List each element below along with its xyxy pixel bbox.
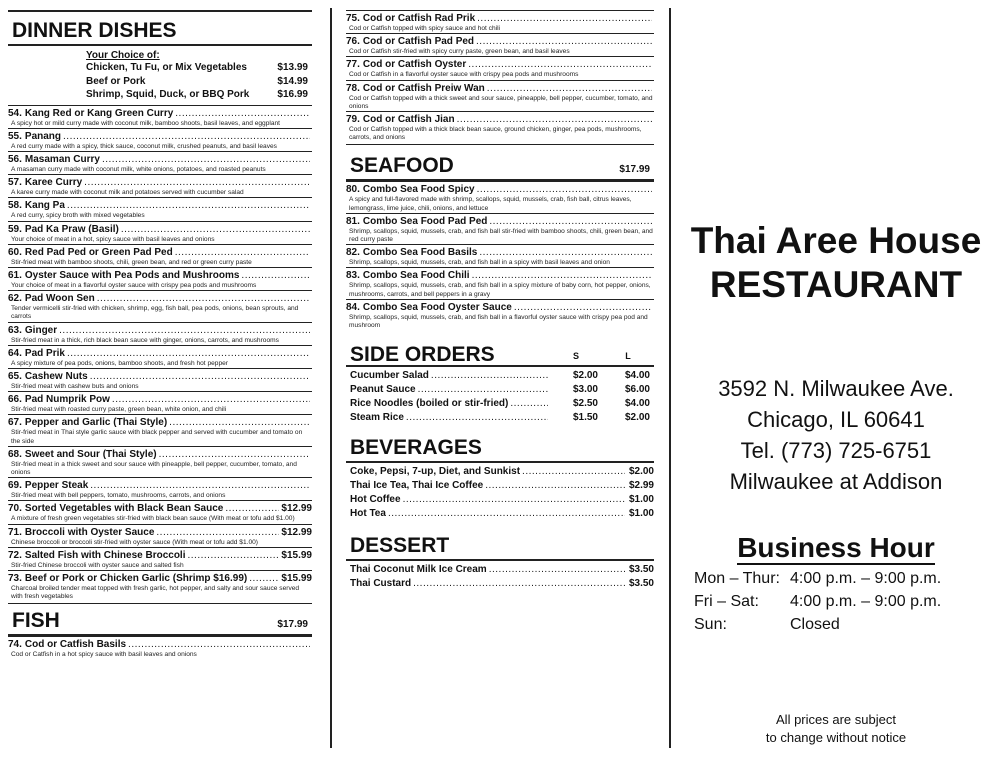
restaurant-name-line2: RESTAURANT	[709, 264, 963, 305]
menu-item-line	[346, 114, 654, 126]
menu-item-line	[8, 270, 312, 282]
menu-item-line	[346, 270, 654, 282]
item-name: Panang	[24, 130, 62, 142]
menu-item	[8, 477, 312, 500]
dot-leader	[489, 563, 625, 577]
menu-item-line	[8, 417, 312, 429]
menu-item	[8, 500, 312, 523]
item-description: Shrimp, scallops, squid, mussels, crab, and fish ball stir-fried with bamboo shoots, chili, green bean, and red curry paste	[349, 227, 653, 244]
hours-row	[694, 567, 941, 590]
item-price: $3.50	[628, 564, 654, 576]
menu-item-line	[8, 247, 312, 259]
dot-leader	[169, 417, 310, 429]
section-name: FISH	[12, 609, 60, 633]
item-description: Stir-fried meat with roasted curry paste, green bean, white onion, and chili	[11, 406, 227, 414]
menu-column-2	[346, 0, 654, 591]
item-price: $12.99	[281, 503, 312, 515]
dessert-list	[346, 561, 654, 591]
item-price: $2.00	[628, 466, 654, 478]
menu-item	[8, 391, 312, 414]
section-name: SEAFOOD	[350, 154, 454, 178]
item-name: Cashew Nuts	[24, 370, 88, 382]
item-name: Pad Ka Praw (Basil)	[24, 223, 119, 235]
menu-item	[8, 570, 312, 601]
dot-leader	[225, 503, 279, 515]
menu-column-1	[8, 0, 312, 660]
item-number: 66.	[8, 394, 22, 406]
item-number: 58.	[8, 200, 22, 212]
address-block	[672, 373, 1000, 497]
price-row	[350, 563, 654, 577]
dot-leader	[457, 114, 652, 126]
menu-item-line	[8, 394, 312, 406]
menu-item-line	[346, 59, 654, 71]
choice-row	[86, 61, 308, 75]
dot-leader	[431, 369, 548, 383]
item-number: 54.	[8, 107, 22, 119]
side-order-large-price: $4.00	[624, 370, 650, 382]
item-name: Thai Ice Tea, Thai Ice Coffee	[350, 480, 484, 492]
item-number: 68.	[8, 448, 22, 460]
item-name: Pad Prik	[24, 347, 65, 359]
item-number: 62.	[8, 293, 22, 305]
hours-time: 4:00 p.m. – 9:00 p.m.	[790, 570, 942, 587]
item-description: Cod or Catfish topped with a thick black bean sauce, ground chicken, ginger, pea pods, mushrooms, carrots, and onions	[349, 126, 642, 142]
city-state-zip: Chicago, IL 60641	[747, 407, 925, 432]
menu-item-line	[346, 13, 654, 25]
item-number: 79.	[346, 114, 360, 126]
choice-heading: Your Choice of:	[86, 50, 160, 61]
business-hours-title	[672, 532, 1000, 564]
hours-table	[694, 567, 941, 636]
item-number: 81.	[346, 215, 360, 227]
item-name: Pepper and Garlic (Thai Style)	[24, 417, 168, 429]
menu-item	[8, 197, 312, 220]
item-price: $2.99	[628, 480, 654, 492]
menu-item	[8, 267, 312, 290]
item-description: A masaman curry made with coconut milk, white onions, potatoes, and roasted peanuts	[11, 165, 266, 173]
dot-leader	[479, 247, 652, 259]
dot-leader	[175, 247, 310, 259]
menu-item-line	[8, 527, 312, 539]
section-title-beverages	[346, 437, 654, 463]
dot-leader	[476, 36, 652, 48]
dot-leader	[485, 479, 625, 493]
item-description: A red curry made with a spicy, thick sauce, coconut milk, crushed peanuts, and basil leaves	[11, 142, 277, 150]
menu-item	[346, 213, 654, 244]
menu-item	[346, 244, 654, 267]
price-notice-line1: All prices are subject	[776, 712, 896, 727]
dot-leader	[477, 13, 652, 25]
item-price: $1.00	[628, 508, 654, 520]
item-name: Combo Sea Food Chili	[362, 270, 470, 282]
item-name: Combo Sea Food Spicy	[362, 184, 475, 196]
menu-item-line	[346, 184, 654, 196]
choice-label: Beef or Pork	[86, 75, 146, 87]
item-number: 83.	[346, 270, 360, 282]
menu-item	[8, 524, 312, 547]
menu-item-line	[8, 154, 312, 166]
item-number: 76.	[346, 36, 360, 48]
side-order-small-price: $2.00	[572, 370, 598, 382]
menu-item	[8, 174, 312, 197]
item-name: Combo Sea Food Basils	[362, 247, 478, 259]
menu-item-line	[8, 177, 312, 189]
item-name: Sweet and Sour (Thai Style)	[24, 448, 157, 460]
item-name: Cod or Catfish Basils	[24, 639, 127, 651]
hours-time: 4:00 p.m. – 9:00 p.m.	[790, 593, 942, 610]
item-number: 75.	[346, 13, 360, 24]
menu-item-line	[8, 224, 312, 236]
item-description: A karee curry made with coconut milk and potatoes served with cucumber salad	[11, 189, 244, 197]
menu-item	[346, 181, 654, 212]
item-description: A spicy mixture of pea pods, onions, bamboo shoots, and fresh hot pepper	[11, 359, 228, 367]
choice-price: $16.99	[277, 89, 308, 100]
column-divider	[330, 8, 332, 748]
phone-number: Tel. (773) 725-6751	[740, 438, 932, 463]
price-row	[350, 479, 654, 493]
menu-item	[346, 56, 654, 79]
restaurant-name-line1: Thai Aree House	[690, 220, 982, 261]
dot-leader	[489, 216, 652, 228]
price-notice-line2: to change without notice	[765, 730, 907, 745]
menu-item	[8, 446, 312, 477]
item-description: Shrimp, scallops, squid, mussels, crab, and fish ball in a spicy mixture of baby corn, hot pepper, onions, mushrooms, carrots, and bell peppers in a gravy	[349, 282, 651, 298]
item-name: Hot Tea	[350, 508, 386, 520]
section-name: DINNER DISHES	[12, 19, 177, 42]
street-address: 3592 N. Milwaukee Ave.	[718, 376, 954, 401]
section-name: DESSERT	[350, 534, 450, 558]
item-name: Kang Pa	[24, 200, 65, 212]
menu-item	[8, 636, 312, 659]
dot-leader	[175, 108, 310, 120]
side-order-row	[350, 411, 654, 425]
hours-days: Fri – Sat:	[694, 593, 759, 610]
dot-leader	[522, 465, 625, 479]
item-number: 60.	[8, 246, 22, 258]
info-column	[672, 0, 1000, 769]
item-name: Salted Fish with Chinese Broccoli	[24, 549, 186, 561]
item-description: A spicy hot or mild curry made with coconut milk, bamboo shoots, basil leaves, and eggplant	[11, 119, 281, 127]
choice-price: $13.99	[277, 62, 308, 73]
item-name: Beef or Pork or Chicken Garlic (Shrimp $16.99)	[24, 572, 248, 584]
dot-leader	[487, 83, 652, 95]
side-order-list	[346, 367, 654, 425]
item-number: 65.	[8, 370, 22, 382]
dot-leader	[188, 550, 280, 562]
item-name: Oyster Sauce with Pea Pods and Mushrooms	[24, 269, 240, 281]
menu-item-line	[346, 36, 654, 48]
menu-item-line	[8, 348, 312, 360]
menu-item	[346, 80, 654, 111]
side-order-row	[350, 369, 654, 383]
menu-item-line	[8, 503, 312, 515]
side-order-large-price: $2.00	[624, 412, 650, 424]
item-name: Pad Woon Sen	[24, 293, 95, 305]
item-number: 55.	[8, 130, 22, 142]
choice-row	[86, 88, 308, 102]
side-order-row	[350, 383, 654, 397]
side-order-small-price: $1.50	[572, 412, 598, 424]
dot-leader	[406, 411, 548, 425]
item-description: A spicy and full-flavored made with shrimp, scallops, squid, mussels, crab, fish ball, citrus leaves, lemongrass, lime juice, chili, onions, and lettuce	[349, 196, 632, 212]
dot-leader	[514, 302, 652, 314]
item-description: Stir-fried meat in Thai style garlic sauce with black pepper and served with cucumber and tomato on the side	[11, 429, 303, 445]
hours-row	[694, 590, 941, 613]
menu-item-line	[8, 639, 312, 651]
dot-leader	[388, 507, 625, 521]
side-order-name: Rice Noodles (boiled or stir-fried)	[350, 398, 509, 410]
section-name: SIDE ORDERS	[350, 343, 495, 367]
item-name: Coke, Pepsi, 7-up, Diet, and Sunkist	[350, 466, 521, 478]
side-order-name: Cucumber Salad	[350, 370, 429, 382]
item-number: 80.	[346, 184, 360, 196]
side-order-small-price: $3.00	[572, 384, 598, 396]
item-price: $1.00	[628, 494, 654, 506]
item-price: $15.99	[281, 572, 312, 584]
section-title-dessert	[346, 535, 654, 561]
item-name: Combo Sea Food Oyster Sauce	[362, 301, 512, 313]
section-name: BEVERAGES	[350, 436, 482, 460]
fish-item-list	[8, 636, 312, 659]
dot-leader	[112, 394, 310, 406]
dot-leader	[241, 270, 310, 282]
menu-item	[8, 368, 312, 391]
item-description: Stir-fried meat in a thick sweet and sour sauce with pineapple, bell pepper, cucumber, tomato, and onions	[11, 460, 297, 476]
item-number: 57.	[8, 177, 22, 189]
item-number: 84.	[346, 301, 360, 313]
dot-leader	[128, 639, 310, 651]
menu-item-line	[8, 480, 312, 492]
item-number: 77.	[346, 59, 360, 71]
item-name: Pepper Steak	[24, 480, 89, 492]
seafood-item-list	[346, 181, 654, 330]
item-name: Pad Numprik Pow	[24, 394, 110, 406]
dot-leader	[63, 131, 310, 143]
menu-item	[346, 299, 654, 330]
menu-item-line	[8, 449, 312, 461]
menu-item	[8, 290, 312, 321]
menu-item-line	[8, 550, 312, 562]
dot-leader	[67, 200, 310, 212]
item-description: Chinese broccoli or broccoli stir-fried with oyster sauce (With meat or tofu add $1.00)	[11, 538, 259, 546]
menu-item	[8, 105, 312, 128]
item-description: Stir-fried meat in a thick, rich black bean sauce with ginger, onions, carrots, and mushrooms	[11, 336, 279, 344]
dot-leader	[59, 325, 310, 337]
dot-leader	[403, 493, 625, 507]
section-title-fish	[8, 603, 312, 636]
price-row	[350, 493, 654, 507]
choice-price: $14.99	[277, 75, 308, 87]
item-description: Tender vermicelli stir-fried with chicken, shrimp, egg, fish ball, pea pods, onions, bean sprouts, and carrots	[11, 305, 299, 321]
size-small-label: S	[572, 351, 579, 362]
section-title-side-orders	[346, 344, 654, 367]
section-price: $17.99	[619, 164, 650, 176]
menu-item-line	[8, 325, 312, 337]
menu-item	[346, 10, 654, 33]
dot-leader	[97, 293, 310, 305]
item-number: 72.	[8, 549, 22, 561]
dot-leader	[413, 577, 625, 591]
dinner-item-list	[8, 105, 312, 602]
hours-time: Closed	[790, 616, 840, 633]
item-description: Stir-fried meat with bell peppers, tomato, mushrooms, carrots, and onions	[11, 492, 226, 500]
item-name: Cod or Catfish Pad Ped	[362, 36, 475, 48]
item-description: Cod or Catfish in a hot spicy sauce with basil leaves and onions	[11, 651, 197, 659]
item-number: 59.	[8, 223, 22, 235]
item-name: Masaman Curry	[24, 153, 100, 165]
menu-item	[8, 547, 312, 570]
item-description: Stir-fried meat with bamboo shoots, chili, green bean, and red or green curry paste	[11, 258, 252, 266]
item-name: Hot Coffee	[350, 494, 401, 506]
menu-item-line	[8, 371, 312, 383]
section-price: $17.99	[277, 619, 308, 631]
side-order-name: Peanut Sauce	[350, 384, 416, 396]
hours-days: Mon – Thur:	[694, 570, 780, 587]
menu-item	[8, 151, 312, 174]
business-hours-title-text: Business Hour	[737, 532, 935, 563]
item-number: 67.	[8, 417, 22, 429]
section-title-dinner	[8, 10, 312, 46]
choice-label: Chicken, Tu Fu, or Mix Vegetables	[86, 62, 247, 73]
item-description: A mixture of fresh green vegetables stir-fried with black bean sauce (With meat or tofu add $1.00)	[11, 515, 295, 523]
menu-item-line	[8, 573, 312, 585]
dot-leader	[477, 184, 652, 196]
side-order-small-price: $2.50	[572, 398, 598, 410]
item-name: Cod or Catfish Preiw Wan	[362, 82, 485, 94]
dot-leader	[121, 224, 310, 236]
cross-streets: Milwaukee at Addison	[729, 469, 943, 494]
side-order-row	[350, 397, 654, 411]
item-name: Kang Red or Kang Green Curry	[24, 107, 174, 119]
menu-item	[8, 322, 312, 345]
item-name: Broccoli with Oyster Sauce	[24, 526, 155, 538]
item-name: Cod or Catfish Rad Prik	[362, 13, 476, 24]
item-description: A red curry, spicy broth with mixed vegetables	[11, 212, 145, 220]
menu-item	[346, 33, 654, 56]
menu-item-line	[8, 108, 312, 120]
item-name: Thai Custard	[350, 578, 412, 590]
price-row	[350, 577, 654, 591]
item-number: 82.	[346, 247, 360, 259]
dot-leader	[67, 348, 310, 360]
item-number: 70.	[8, 503, 22, 515]
dot-leader	[84, 177, 310, 189]
item-number: 64.	[8, 347, 22, 359]
item-number: 71.	[8, 526, 22, 538]
item-name: Combo Sea Food Pad Ped	[362, 215, 488, 227]
beverage-list	[346, 463, 654, 521]
item-description: Stir-fried Chinese broccoli with oyster sauce and salted fish	[11, 561, 184, 569]
dot-leader	[90, 480, 310, 492]
item-name: Karee Curry	[24, 177, 83, 189]
price-notice	[672, 711, 1000, 747]
column-divider	[669, 8, 671, 748]
item-price: $15.99	[281, 549, 312, 561]
dot-leader	[249, 573, 279, 585]
menu-item-line	[346, 216, 654, 228]
item-description: Cod or Catfish topped with a thick sweet and sour sauce, pineapple, bell pepper, cucumber, tomato, and onions	[349, 94, 653, 110]
choice-label: Shrimp, Squid, Duck, or BBQ Pork	[86, 89, 250, 100]
item-number: 63.	[8, 324, 22, 336]
menu-item	[8, 414, 312, 445]
item-number: 74.	[8, 639, 22, 651]
side-order-name: Steam Rice	[350, 412, 404, 424]
item-number: 73.	[8, 572, 22, 584]
menu-item	[8, 221, 312, 244]
restaurant-name	[672, 219, 1000, 307]
choice-row	[86, 75, 308, 89]
menu-item	[346, 111, 654, 142]
dot-leader	[468, 59, 652, 71]
menu-item	[8, 128, 312, 151]
dot-leader	[510, 397, 548, 411]
item-description: Your choice of meat in a hot, spicy sauce with basil leaves and onions	[11, 235, 215, 243]
item-number: 78.	[346, 82, 360, 94]
item-description: Shrimp, scallops, squid, mussels, crab, and fish ball in a flavorful oyster sauce with crispy pea pod and mushroom	[349, 313, 648, 330]
item-description: Cod or Catfish topped with spicy sauce and hot chili	[349, 25, 501, 32]
price-row	[350, 465, 654, 479]
hours-days: Sun:	[694, 616, 727, 633]
item-price: $12.99	[281, 526, 312, 538]
menu-item-line	[346, 247, 654, 259]
dot-leader	[472, 270, 652, 282]
side-order-large-price: $6.00	[624, 384, 650, 396]
fish-item-list-continued	[346, 10, 654, 142]
menu-item-line	[346, 302, 654, 314]
dot-leader	[102, 154, 310, 166]
item-name: Ginger	[24, 324, 58, 336]
dot-leader	[90, 371, 310, 383]
menu-item	[346, 267, 654, 298]
dot-leader	[159, 449, 310, 461]
menu-item	[8, 345, 312, 368]
item-name: Red Pad Ped or Green Pad Ped	[24, 246, 173, 258]
choice-box	[86, 46, 312, 105]
item-number: 69.	[8, 480, 22, 492]
item-name: Thai Coconut Milk Ice Cream	[350, 564, 487, 576]
item-description: Charcoal broiled tender meat topped with fresh garlic, hot pepper, and salty and sour sauce served with fresh vegetables	[11, 584, 300, 601]
side-order-large-price: $4.00	[624, 398, 650, 410]
size-large-label: L	[625, 351, 631, 362]
menu-item-line	[346, 83, 654, 95]
dot-leader	[418, 383, 548, 397]
menu-item	[8, 244, 312, 267]
item-description: Shrimp, scallops, squid, mussels, crab, and fish ball in a spicy with basil leaves and onion	[349, 259, 610, 267]
section-title-seafood	[346, 144, 654, 181]
item-description: Cod or Catfish stir-fried with spicy curry paste, green bean, and basil leaves	[349, 48, 570, 56]
item-name: Cod or Catfish Oyster	[362, 59, 467, 71]
item-number: 56.	[8, 153, 22, 165]
dot-leader	[156, 527, 279, 539]
menu-item-line	[8, 293, 312, 305]
item-description: Stir-fried meat with cashew buts and onions	[11, 382, 139, 390]
menu-item-line	[8, 131, 312, 143]
item-name: Cod or Catfish Jian	[362, 114, 455, 126]
item-description: Cod or Catfish in a flavorful oyster sauce with crispy pea pods and mushrooms	[349, 71, 579, 79]
price-row	[350, 507, 654, 521]
menu-item-line	[8, 200, 312, 212]
item-number: 61.	[8, 269, 22, 281]
item-price: $3.50	[628, 578, 654, 590]
item-description: Your choice of meat in a flavorful oyster sauce with crispy pea pods and mushrooms	[11, 281, 257, 289]
item-name: Sorted Vegetables with Black Bean Sauce	[24, 503, 224, 515]
hours-row	[694, 613, 941, 636]
